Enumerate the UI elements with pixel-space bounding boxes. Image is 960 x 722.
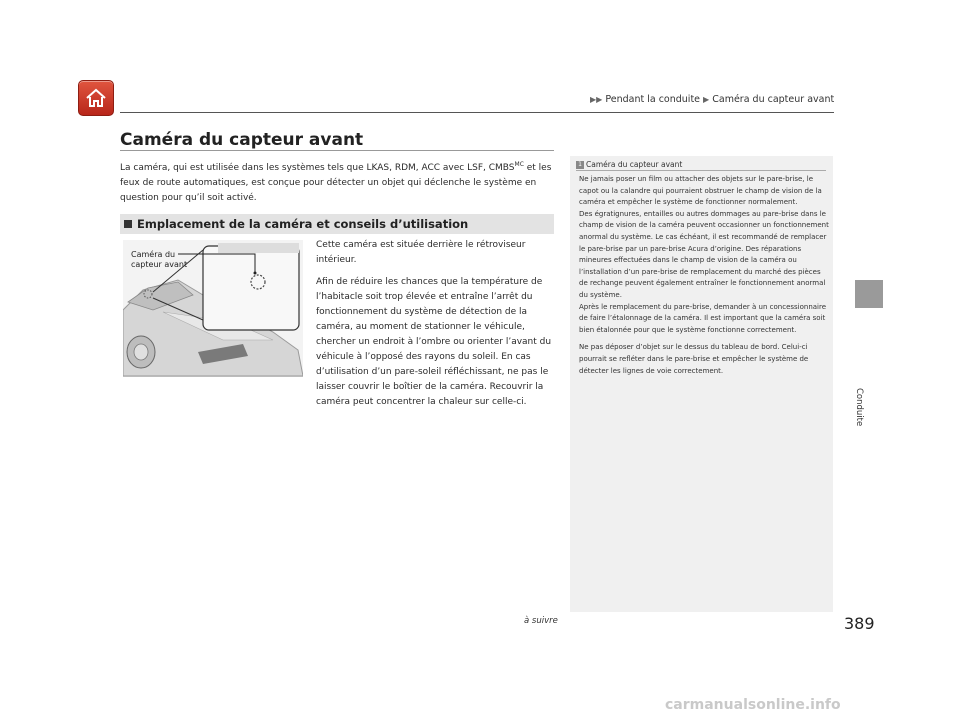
side-note-paragraph-3: Après le remplacement du pare-brise, demander à un concessionnaire de faire l’étalonnage de la caméra. Il est important que la caméra soit bien étalonnée pour que le système fonctionne correctement. [579,302,827,334]
breadcrumb-item-2[interactable]: Caméra du capteur avant [712,94,835,105]
side-note-title[interactable]: Caméra du capteur avant [586,160,683,169]
intro-text-continued: et les feux de route automatiques, est conçue pour détecter un objet qui déclenche le système en question pour qu’il soit activé. [120,163,552,203]
breadcrumb-item-1[interactable]: Pendant la conduite [605,94,701,105]
home-button[interactable] [78,80,114,116]
section-square-icon [124,220,132,228]
intro-text: La caméra, qui est utilisée dans les systèmes tels que LKAS, RDM, ACC avec LSF, CMBS [120,163,515,173]
header-divider [120,112,834,113]
side-note-badge: 1 [576,161,584,169]
breadcrumb-arrow-icon: ▶ [703,95,710,104]
section-title: Emplacement de la caméra et conseils d’utilisation [137,217,469,231]
side-note-divider [576,170,826,171]
side-note-paragraph-2: Des égratignures, entailles ou autres dommages au pare-brise dans le champ de vision de la caméra peuvent occasionner un fonctionnement anormal du système. Le cas échéant, il est recommandé de remplacer le pare-brise par un pare-brise Acura d’origine. Des réparations mineures effectuées dans le champ de vision de la caméra ou l’installation d’un pare-brise de remplacement du marché des pièces de rechange peuvent également entraîner le fonctionnement anormal du système. [579,209,829,299]
breadcrumb-arrow-icon: ▶▶ [590,95,603,104]
camera-callout-label-line2: capteur avant [131,260,188,269]
home-icon [84,86,108,110]
body-text [316,238,556,417]
breadcrumb [590,94,834,105]
side-note-panel [570,156,833,612]
watermark: carmanualsonline.info [665,697,841,713]
side-note-paragraph-1: Ne jamais poser un film ou attacher des objets sur le pare-brise, le capot ou la calandre qui pourraient obstruer le champ de vision de la caméra et empêcher le système de fonctionner normalement. [579,175,822,207]
section-header [120,214,554,234]
camera-callout-label-line1: Caméra du [131,250,176,259]
chapter-tab-label[interactable]: Conduite [854,388,864,427]
chapter-tab[interactable] [855,280,883,308]
camera-callout-box [203,246,299,330]
title-divider [120,150,554,151]
side-note-body [579,174,829,383]
side-note-header [576,160,682,169]
continued-label: à suivre [524,616,558,626]
page-number: 389 [844,614,875,633]
intro-paragraph [120,157,556,206]
camera-callout-label [131,250,187,270]
side-note-paragraph-4: Ne pas déposer d’objet sur le dessus du tableau de bord. Celui-ci pourrait se refléter dans le pare-brise et empêcher le système de détecter les lignes de voie correctement. [579,343,809,375]
page-title: Caméra du capteur avant [120,130,364,150]
camera-location-figure [123,240,303,377]
body-paragraph-1: Cette caméra est située derrière le rétroviseur intérieur. [316,240,526,265]
body-paragraph-2: Afin de réduire les chances que la température de l’habitacle soit trop élevée et entraîne l’arrêt du fonctionnement du système de détection de la caméra, au moment de stationner le véhicule, chercher un endroit à l’ombre ou orienter l’avant du véhicule à l’opposé des rayons du soleil. En cas d’utilisation d’un pare-soleil réfléchissant, ne pas le laisser couvrir le boîtier de la caméra. Recouvrir la caméra peut concentrer la chaleur sur celle-ci. [316,277,552,407]
intro-superscript: MC [514,161,524,168]
